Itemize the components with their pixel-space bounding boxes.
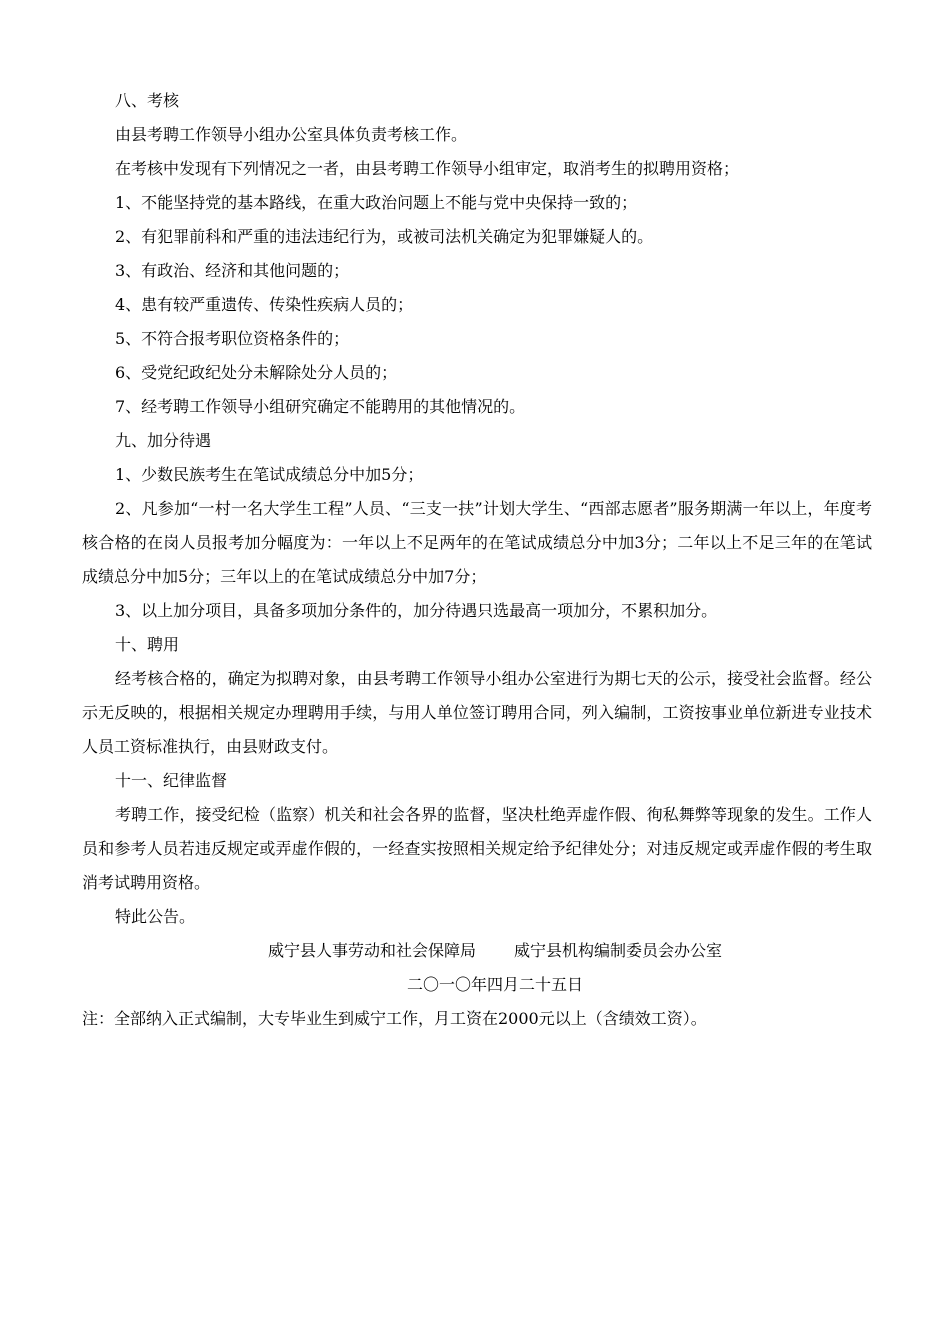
section-8-item: 7、经考聘工作领导小组研究确定不能聘用的其他情况的。 — [115, 397, 526, 416]
section-9-item: 1、少数民族考生在笔试成绩总分中加5分； — [115, 465, 424, 484]
section-11-paragraph: 考聘工作，接受纪检（监察）机关和社会各界的监督，坚决杜绝弄虚作假、徇私舞弊等现象的发生。工作人员和参考人员若违反规定或弄虚作假的，一经查实按照相关规定给予纪律处分；对违反规定或弄虚作假的考生取消考试聘用资格。 — [82, 805, 872, 892]
signature-org-2: 威宁县机构编制委员会办公室 — [514, 941, 723, 960]
closing-statement: 特此公告。 — [115, 907, 196, 926]
section-8-item: 6、受党纪政纪处分未解除处分人员的； — [115, 363, 398, 382]
section-11-heading: 十一、纪律监督 — [115, 771, 228, 790]
document-page — [82, 84, 872, 1036]
section-9-item: 2、凡参加“一村一名大学生工程”人员、“三支一扶”计划大学生、“西部志愿者”服务期满一年以上，年度考核合格的在岗人员报考加分幅度为：一年以上不足两年的在笔试成绩总分中加3分；二年以上不足三年的在笔试成绩总分中加5分；三年以上的在笔试成绩总分中加7分； — [82, 499, 872, 586]
section-8-item: 5、不符合报考职位资格条件的； — [115, 329, 350, 348]
signature-date: 二〇一〇年四月二十五日 — [406, 975, 583, 994]
section-8-item: 3、有政治、经济和其他问题的； — [115, 261, 350, 280]
section-9-heading: 九、加分待遇 — [115, 431, 212, 450]
footnote: 注：全部纳入正式编制，大专毕业生到威宁工作，月工资在2000元以上（含绩效工资）。 — [82, 1009, 707, 1028]
section-8-item: 2、有犯罪前科和严重的违法违纪行为，或被司法机关确定为犯罪嫌疑人的。 — [115, 227, 654, 246]
section-10-paragraph: 经考核合格的，确定为拟聘对象，由县考聘工作领导小组办公室进行为期七天的公示，接受社会监督。经公示无反映的，根据相关规定办理聘用手续，与用人单位签订聘用合同，列入编制，工资按事业单位新进专业技术人员工资标准执行，由县财政支付。 — [82, 669, 872, 756]
section-10-heading: 十、聘用 — [115, 635, 180, 654]
section-8-item: 4、患有较严重遗传、传染性疾病人员的； — [115, 295, 414, 314]
signature-org-1: 威宁县人事劳动和社会保障局 — [267, 941, 476, 960]
section-8-item: 1、不能坚持党的基本路线，在重大政治问题上不能与党中央保持一致的； — [115, 193, 638, 212]
section-8-paragraph-2: 在考核中发现有下列情况之一者，由县考聘工作领导小组审定，取消考生的拟聘用资格； — [115, 159, 740, 178]
signature-orgs — [82, 934, 872, 968]
section-9-item: 3、以上加分项目，具备多项加分条件的，加分待遇只选最高一项加分，不累积加分。 — [115, 601, 718, 620]
section-8-paragraph-1: 由县考聘工作领导小组办公室具体负责考核工作。 — [115, 125, 468, 144]
section-8-heading: 八、考核 — [115, 91, 180, 110]
